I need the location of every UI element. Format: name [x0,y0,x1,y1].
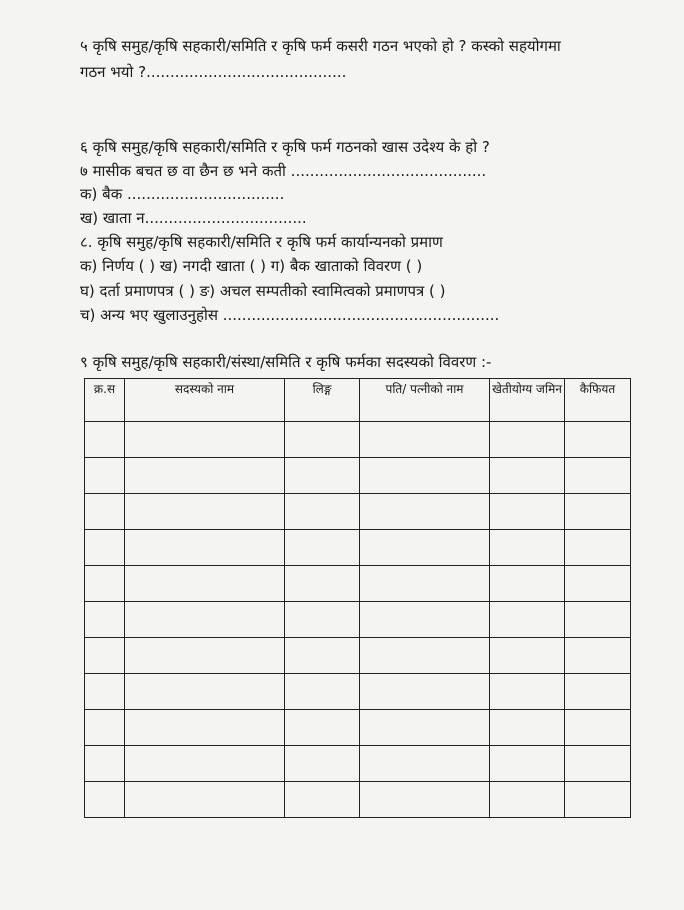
table-cell[interactable] [285,746,360,782]
table-cell[interactable] [125,494,285,530]
table-cell[interactable] [85,746,125,782]
header-serial-number: क्र.स [85,379,125,422]
table-cell[interactable] [85,530,125,566]
table-cell[interactable] [490,638,565,674]
table-row [85,782,631,818]
table-cell[interactable] [360,746,490,782]
table-cell[interactable] [85,458,125,494]
table-cell[interactable] [565,710,631,746]
table-cell[interactable] [85,566,125,602]
table-row [85,422,631,458]
table-cell[interactable] [490,458,565,494]
table-cell[interactable] [360,638,490,674]
table-cell[interactable] [85,638,125,674]
table-row [85,638,631,674]
table-cell[interactable] [565,746,631,782]
header-spouse-name: पति/ पत्नीको नाम [360,379,490,422]
table-cell[interactable] [565,422,631,458]
table-cell[interactable] [490,494,565,530]
table-cell[interactable] [490,674,565,710]
question-5-line-2: गठन भयो ?.......................................... [80,63,347,81]
table-row [85,674,631,710]
table-cell[interactable] [490,530,565,566]
table-cell[interactable] [285,422,360,458]
table-cell[interactable] [360,422,490,458]
table-cell[interactable] [565,458,631,494]
question-7-bank: क) बैक ................................. [80,185,285,203]
table-cell[interactable] [125,530,285,566]
table-cell[interactable] [125,602,285,638]
table-cell[interactable] [285,566,360,602]
table-cell[interactable] [360,782,490,818]
table-cell[interactable] [360,566,490,602]
table-cell[interactable] [490,602,565,638]
table-row [85,566,631,602]
question-7-account: ख) खाता न.................................. [80,209,307,227]
question-9-title: ९ कृषि समुह/कृषि सहकारी/संस्था/समिति र कृषि फर्मका सदस्यको विवरण :- [80,353,492,371]
table-cell[interactable] [285,710,360,746]
member-details-table [84,378,631,818]
table-cell[interactable] [85,602,125,638]
table-cell[interactable] [360,458,490,494]
table-cell[interactable] [125,458,285,494]
table-cell[interactable] [125,422,285,458]
table-cell[interactable] [285,458,360,494]
table-cell[interactable] [565,782,631,818]
table-cell[interactable] [360,494,490,530]
table-cell[interactable] [285,782,360,818]
table-cell[interactable] [490,746,565,782]
table-row [85,746,631,782]
table-row [85,530,631,566]
table-cell[interactable] [565,530,631,566]
table-row [85,710,631,746]
question-8-options-row-3: च) अन्य भए खुलाउनुहोस .......................................................... [80,306,500,324]
table-cell[interactable] [125,566,285,602]
table-cell[interactable] [285,602,360,638]
header-member-name: सदस्यको नाम [125,379,285,422]
table-cell[interactable] [85,422,125,458]
table-cell[interactable] [125,674,285,710]
table-cell[interactable] [85,710,125,746]
table-cell[interactable] [490,422,565,458]
question-8-options-row-1: क) निर्णय ( ) ख) नगदी खाता ( ) ग) बैक खाताको विवरण ( ) [80,257,423,275]
table-cell[interactable] [85,494,125,530]
table-cell[interactable] [565,566,631,602]
table-cell[interactable] [125,746,285,782]
question-6: ६ कृषि समुह/कृषि सहकारी/समिति र कृषि फर्म गठनको खास उदेश्य के हो ? [80,138,490,156]
table-body [85,422,631,818]
table-cell[interactable] [565,602,631,638]
table-cell[interactable] [285,638,360,674]
table-cell[interactable] [360,602,490,638]
table-row [85,458,631,494]
table-cell[interactable] [125,782,285,818]
table-cell[interactable] [360,710,490,746]
table-cell[interactable] [360,530,490,566]
table-row [85,494,631,530]
table-cell[interactable] [565,674,631,710]
table-cell[interactable] [490,782,565,818]
question-5-line-1: ५ कृषि समुह/कृषि सहकारी/समिति र कृषि फर्म कसरी गठन भएको हो ? कस्को सहयोगमा [80,37,561,55]
table-cell[interactable] [565,638,631,674]
table-cell[interactable] [125,638,285,674]
table-cell[interactable] [85,674,125,710]
table-cell[interactable] [490,566,565,602]
table-cell[interactable] [565,494,631,530]
question-8: ८. कृषि समुह/कृषि सहकारी/समिति र कृषि फर्म कार्यान्यनको प्रमाण [80,233,443,251]
question-8-options-row-2: घ) दर्ता प्रमाणपत्र ( ) ङ) अचल सम्पतीको स्वामित्वको प्रमाणपत्र ( ) [80,282,446,300]
table-cell[interactable] [285,530,360,566]
table-cell[interactable] [285,494,360,530]
table-cell[interactable] [490,710,565,746]
table-cell[interactable] [360,674,490,710]
table-cell[interactable] [85,782,125,818]
header-gender: लिङ्ग [285,379,360,422]
table-row [85,602,631,638]
header-remarks: कैफियत [565,379,631,422]
table-header-row [85,379,631,422]
question-7: ७ मासीक बचत छ वा छैन छ भने कती ......................................... [80,162,487,180]
table-cell[interactable] [125,710,285,746]
table-cell[interactable] [285,674,360,710]
header-arable-land: खेतीयोग्य जमिन [490,379,565,422]
